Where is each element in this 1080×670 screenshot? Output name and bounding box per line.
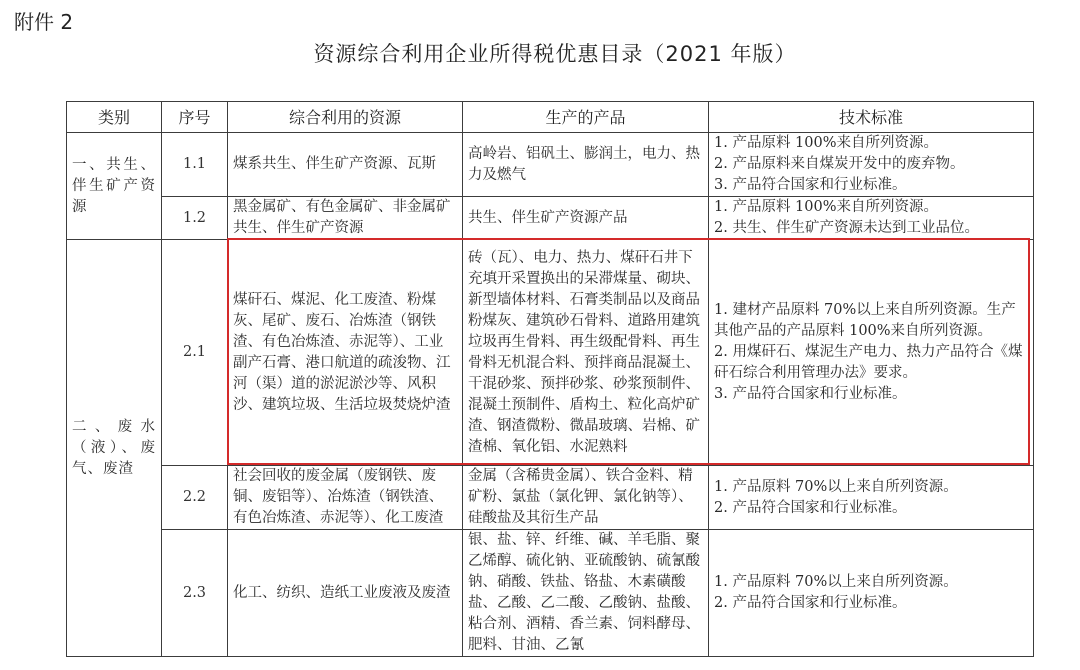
category-cell: 二、废水（液）、废气、废渣 bbox=[67, 240, 162, 657]
standard-line: 2. 共生、伴生矿产资源未达到工业品位。 bbox=[714, 220, 979, 236]
standard-cell bbox=[709, 466, 1034, 530]
standard-line: 2. 产品符合国家和行业标准。 bbox=[714, 595, 907, 611]
standard-cell bbox=[709, 133, 1034, 197]
standard-line: 1. 产品原料 70%以上来自所列资源。 bbox=[714, 574, 958, 590]
header-product: 生产的产品 bbox=[463, 102, 709, 133]
product-cell: 高岭岩、铝矾土、膨润土，电力、热力及燃气 bbox=[463, 133, 709, 197]
product-cell: 砖（瓦）、电力、热力、煤矸石井下充填开采置换出的呆滞煤量、砌块、新型墙体材料、石膏类制品以及商品粉煤灰、建筑砂石骨料、道路用建筑垃圾再生骨料、再生级配骨料、再生骨料无机混合料、预拌商品混凝土、干混砂浆、预拌砂浆、砂浆预制件、混凝土预制件、盾构土、粒化高炉矿渣、钢渣微粉、微晶玻璃、岩棉、矿渣棉、氧化铝、水泥熟料 bbox=[463, 240, 709, 466]
table-row-highlighted bbox=[67, 240, 1034, 466]
resource-cell: 社会回收的废金属（废钢铁、废铜、废铝等）、冶炼渣（钢铁渣、有色冶炼渣、赤泥等）、化工废渣 bbox=[228, 466, 463, 530]
standard-line: 2. 产品原料来自煤炭开发中的废弃物。 bbox=[714, 156, 965, 172]
standard-line: 1. 产品原料 70%以上来自所列资源。 bbox=[714, 478, 958, 495]
table-row bbox=[67, 197, 1034, 240]
attachment-label: 附件 2 bbox=[14, 10, 74, 34]
product-cell: 金属（含稀贵金属）、铁合金料、精矿粉、氯盐（氯化钾、氯化钠等）、硅酸盐及其衍生产品 bbox=[463, 466, 709, 530]
product-cell: 银、盐、锌、纤维、碱、羊毛脂、聚乙烯醇、硫化钠、亚硫酸钠、硫氰酸钠、硝酸、铁盐、铬盐、木素磺酸盐、乙酸、乙二酸、乙酸钠、盐酸、粘合剂、酒精、香兰素、饲料酵母、肥料、甘油、乙氰 bbox=[463, 530, 709, 657]
seq-cell: 2.1 bbox=[162, 240, 228, 466]
standard-cell bbox=[709, 240, 1034, 466]
standard-line: 3. 产品符合国家和行业标准。 bbox=[714, 386, 907, 402]
seq-cell: 2.2 bbox=[162, 466, 228, 530]
standard-line: 1. 产品原料 100%来自所列资源。 bbox=[714, 135, 939, 151]
header-category: 类别 bbox=[67, 102, 162, 133]
header-resource: 综合利用的资源 bbox=[228, 102, 463, 133]
table-row bbox=[67, 133, 1034, 197]
seq-cell: 1.1 bbox=[162, 133, 228, 197]
seq-cell: 2.3 bbox=[162, 530, 228, 657]
resource-cell: 黑金属矿、有色金属矿、非金属矿共生、伴生矿产资源 bbox=[228, 197, 463, 240]
table-row bbox=[67, 466, 1034, 530]
resource-cell: 煤矸石、煤泥、化工废渣、粉煤灰、尾矿、废石、冶炼渣（钢铁渣、有色冶炼渣、赤泥等）、工业副产石膏、港口航道的疏浚物、江河（渠）道的淤泥淤沙等、风积沙、建筑垃圾、生活垃圾焚烧炉渣 bbox=[228, 240, 463, 466]
standard-line: 2. 产品符合国家和行业标准。 bbox=[714, 499, 907, 516]
standard-line: 3. 产品符合国家和行业标准。 bbox=[714, 177, 907, 193]
table-header-row bbox=[67, 102, 1034, 133]
standard-line: 2. 用煤矸石、煤泥生产电力、热力产品符合《煤矸石综合利用管理办法》要求。 bbox=[714, 344, 1023, 381]
seq-cell: 1.2 bbox=[162, 197, 228, 240]
document-title: 资源综合利用企业所得税优惠目录（2021 年版） bbox=[313, 42, 797, 66]
catalog-table bbox=[66, 101, 1034, 657]
standard-line: 1. 建材产品原料 70%以上来自所列资源。生产其他产品的产品原料 100%来自所列资源。 bbox=[714, 302, 1016, 339]
table-row bbox=[67, 530, 1034, 657]
standard-cell bbox=[709, 530, 1034, 657]
resource-cell: 煤系共生、伴生矿产资源、瓦斯 bbox=[228, 133, 463, 197]
category-cell: 一、共生、伴生矿产资源 bbox=[67, 133, 162, 240]
standard-line: 1. 产品原料 100%来自所列资源。 bbox=[714, 199, 939, 215]
header-seq: 序号 bbox=[162, 102, 228, 133]
resource-cell: 化工、纺织、造纸工业废液及废渣 bbox=[228, 530, 463, 657]
standard-cell bbox=[709, 197, 1034, 240]
product-cell: 共生、伴生矿产资源产品 bbox=[463, 197, 709, 240]
header-standard: 技术标准 bbox=[709, 102, 1034, 133]
